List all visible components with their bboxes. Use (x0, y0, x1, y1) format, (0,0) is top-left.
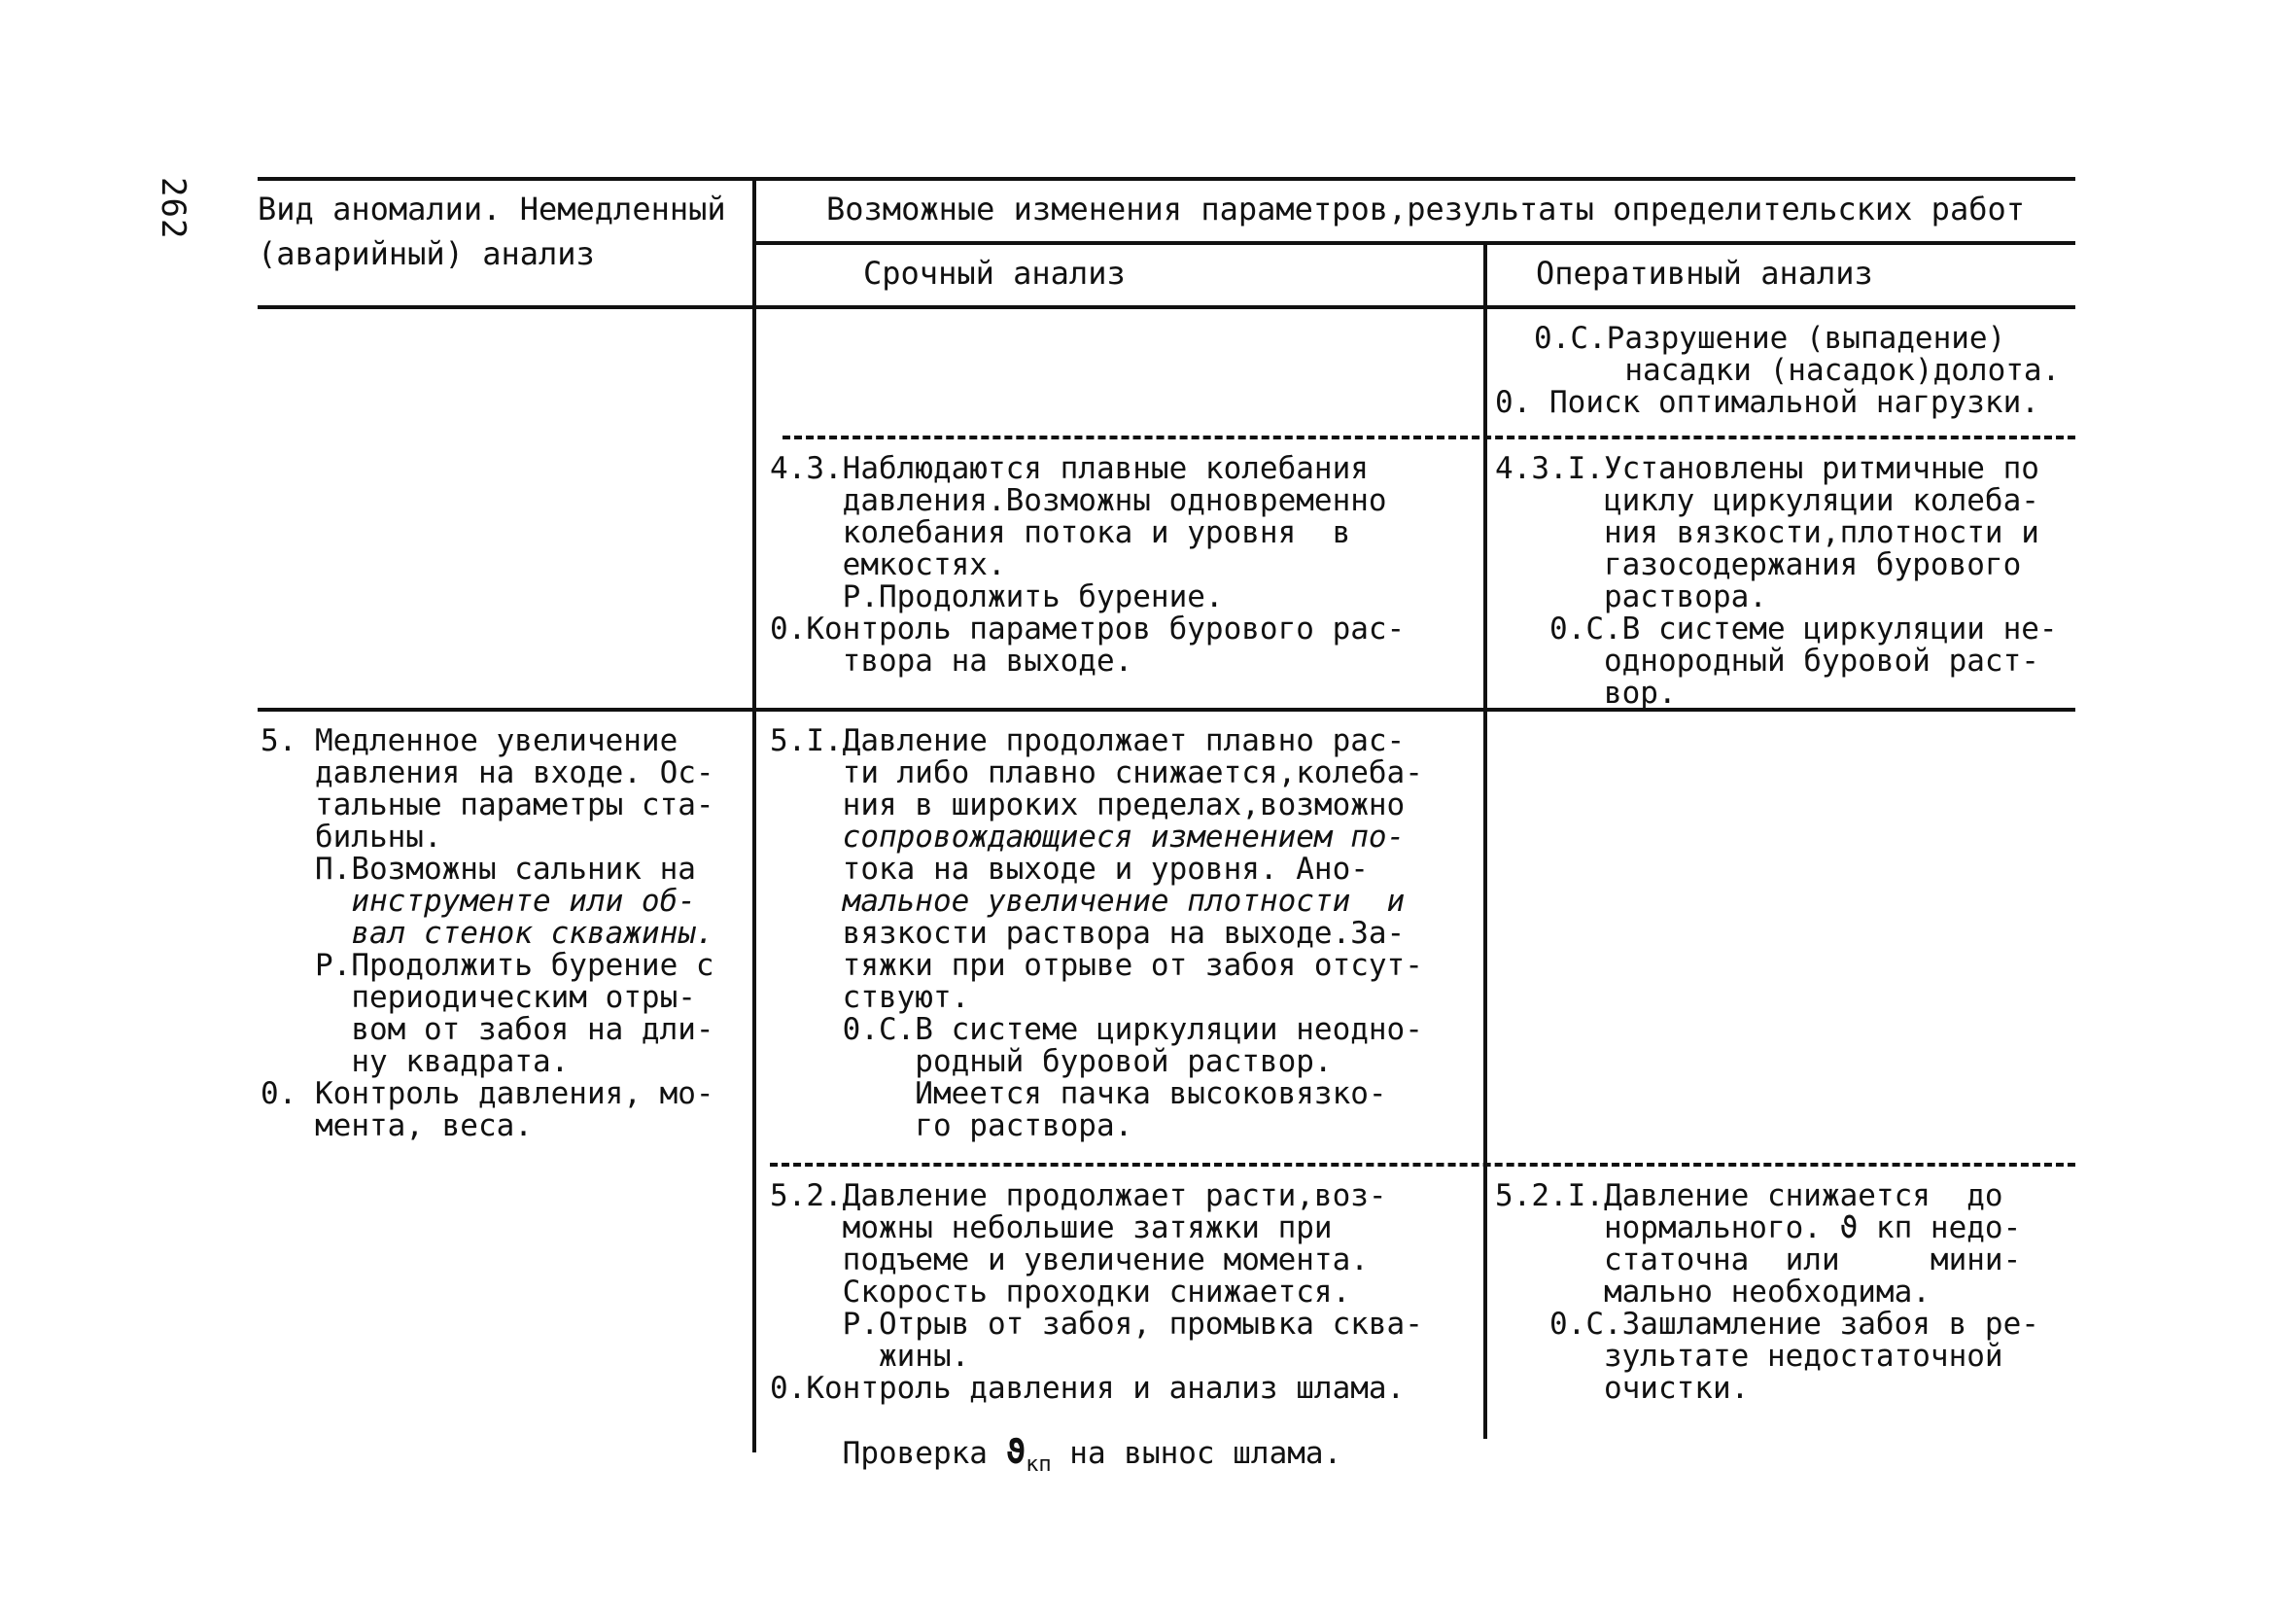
row52-urg-l3: подъеме и увеличение момента. (770, 1242, 1369, 1277)
row43-op-l2: циклу циркуляции колеба- (1495, 483, 2039, 518)
row52-op-l5: 0.С.Зашламление забоя в ре- (1495, 1307, 2039, 1342)
row52-urg-l8-post: на вынос шлама. (1051, 1436, 1342, 1471)
row52-op-l1: 5.2.I.Давление снижается до (1495, 1178, 2003, 1213)
row5-anom-l13: мента, веса. (261, 1108, 533, 1143)
row43-urg-l2: давления.Возможны одновременно (770, 483, 1387, 518)
row5-urg-l13: го раствора. (770, 1108, 1133, 1143)
row52-urg-l2: можны небольшие затяжки при (770, 1210, 1333, 1245)
row5-urg-l1: 5.I.Давление продолжает плавно рас- (770, 723, 1406, 758)
row5-anom-l6: инструменте или об- (261, 884, 696, 919)
row52-urg-l4: Скорость проходки снижается. (770, 1275, 1351, 1310)
row-divider-5 (258, 708, 2075, 712)
row52-op-l2: нормального. ϑ кп недо- (1495, 1210, 2022, 1245)
row43-urg-l6: 0.Контроль параметров бурового рас- (770, 612, 1406, 647)
row43-op-l4: газосодержания бурового (1495, 547, 2022, 582)
header-bottom-rule (258, 305, 2075, 309)
row52-op-l3: статочна или мини- (1495, 1242, 2022, 1277)
row52-urg-l8-pre: Проверка (806, 1436, 1006, 1471)
row5-anom-l4: бильны. (261, 820, 442, 855)
row43-op-l8: вор. (1495, 676, 1677, 711)
header-group-title: Возможные изменения параметров,результаты определительских работ (826, 191, 2025, 227)
row43-op-l7: однородный буровой раст- (1495, 644, 2039, 679)
row-divider-43 (783, 436, 2075, 439)
velocity-symbol: ϑ (1005, 1433, 1026, 1472)
row5-anom-l2: давления на входе. Ос- (261, 755, 714, 790)
row5-anom-l8: Р.Продолжить бурение с (261, 948, 714, 983)
row43-urg-l3: колебания потока и уровня в (770, 515, 1351, 550)
row43-op-l3: ния вязкости,плотности и (1495, 515, 2039, 550)
row52-op-l7: очистки. (1495, 1371, 1750, 1406)
row52-urg-l1: 5.2.Давление продолжает расти,воз- (770, 1178, 1387, 1213)
header-anomaly-line1: Вид аномалии. Немедленный (258, 191, 726, 227)
header-anomaly-line2: (аварийный) анализ (258, 235, 595, 272)
row5-anom-l7: вал стенок скважины. (261, 916, 714, 951)
row52-urg-l8 (770, 1405, 1342, 1477)
row43-op-l6: 0.С.В системе циркуляции не- (1495, 612, 2058, 647)
row5-anom-l5: П.Возможны сальник на (261, 852, 696, 887)
row0-op-l1: 0.С.Разрушение (выпадение) (1534, 321, 2006, 356)
row0-op-l2: насадки (насадок)долота. (1534, 353, 2061, 388)
row5-anom-l10: вом от забоя на дли- (261, 1012, 714, 1047)
row43-op-l5: раствора. (1495, 579, 1767, 614)
row5-urg-l12: Имеется пачка высоковязко- (770, 1076, 1387, 1111)
row5-anom-l12: 0. Контроль давления, мо- (261, 1076, 714, 1111)
row5-urg-l9: ствуют. (770, 980, 970, 1015)
row5-urg-l2: ти либо плавно снижается,колеба- (770, 755, 1423, 790)
row5-urg-l7: вязкости раствора на выходе.За- (770, 916, 1406, 951)
row0-op-l3: 0. Поиск оптимальной нагрузки. (1495, 385, 2039, 420)
velocity-subscript: кп (1026, 1452, 1052, 1477)
row-divider-52 (770, 1163, 2075, 1167)
row52-urg-l7: 0.Контроль давления и анализ шлама. (770, 1371, 1406, 1406)
row5-anom-l1: 5. Медленное увеличение (261, 723, 678, 758)
row43-op-l1: 4.3.I.Установлены ритмичные по (1495, 451, 2039, 486)
row5-anom-l9: периодическим отры- (261, 980, 696, 1015)
col-divider-1 (752, 177, 756, 1452)
header-urgent-analysis: Срочный анализ (863, 255, 1126, 292)
row5-urg-l3: ния в широких пределах,возможно (770, 787, 1406, 822)
row43-urg-l5: Р.Продолжить бурение. (770, 579, 1224, 614)
row43-urg-l7: твора на выходе. (770, 644, 1133, 679)
row5-anom-l11: ну квадрата. (261, 1044, 570, 1079)
table-top-rule (258, 177, 2075, 181)
page-number: 262 (154, 177, 192, 240)
row43-urg-l1: 4.3.Наблюдаются плавные колебания (770, 451, 1369, 486)
row5-anom-l3: тальные параметры ста- (261, 787, 714, 822)
row5-urg-l11: родный буровой раствор. (770, 1044, 1333, 1079)
row52-op-l6: зультате недостаточной (1495, 1339, 2003, 1374)
row5-urg-l8: тяжки при отрыве от забоя отсут- (770, 948, 1423, 983)
col-divider-2 (1483, 243, 1487, 1439)
row5-urg-l6: мальное увеличение плотности и (770, 884, 1406, 919)
row5-urg-l5: тока на выходе и уровня. Ано- (770, 852, 1369, 887)
row52-urg-l6: жины. (770, 1339, 970, 1374)
row5-urg-l10: 0.С.В системе циркуляции неодно- (770, 1012, 1423, 1047)
row52-op-l4: мально необходима. (1495, 1275, 1931, 1310)
row52-urg-l5: Р.Отрыв от забоя, промывка сква- (770, 1307, 1423, 1342)
header-subgroup-rule (754, 241, 2075, 245)
row43-urg-l4: емкостях. (770, 547, 1006, 582)
row5-urg-l4: сопровождающиеся изменением по- (770, 820, 1406, 855)
header-operative-analysis: Оперативный анализ (1536, 255, 1873, 292)
